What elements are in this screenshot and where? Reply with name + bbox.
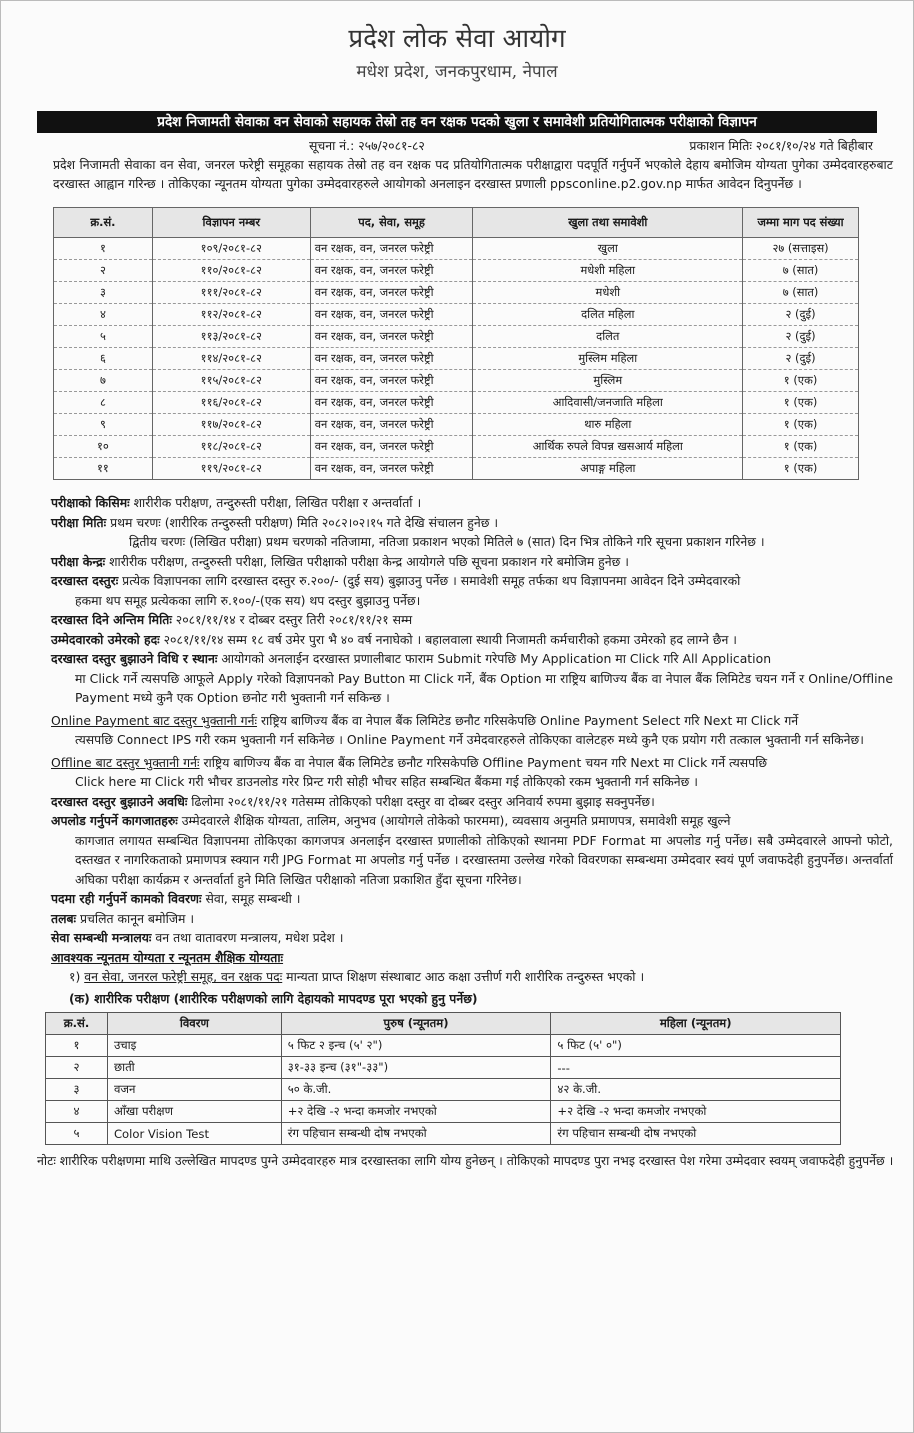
cell-post: वन रक्षक, वन, जनरल फरेष्ट्री (310, 260, 473, 282)
table-row (54, 326, 859, 348)
ministry-label: सेवा सम्बन्धी मन्त्रालयः (51, 930, 152, 945)
exam-date-label: परीक्षा मितिः (51, 514, 107, 530)
table-row (54, 348, 859, 370)
cell-sn: ११ (54, 458, 153, 480)
notice-meta (51, 137, 873, 155)
cell-description: उचाइ (107, 1035, 281, 1057)
cell-female: +२ देखि -२ भन्दा कमजोर नभएको (551, 1101, 841, 1123)
payment-period-label: दरखास्त दस्तुर बुझाउने अवधिः (51, 793, 188, 809)
cell-ad-number: ११०/२०८१-८२ (152, 260, 310, 282)
table-row (54, 282, 859, 304)
cell-vacancies: २७ (सत्ताइस) (743, 238, 859, 260)
cell-sn: ३ (54, 282, 153, 304)
cell-ad-number: ११३/२०८१-८२ (152, 326, 310, 348)
exam-center-text: शारीरीक परीक्षण, तन्दुरुस्ती परीक्षा, लिखित परीक्षाको परीक्षा केन्द्र आयोगले पछि सूचना प्रकाशन गरे बमोजिम हुनेछ । (105, 553, 629, 569)
payment-method-text-2: मा Click गर्ने त्यसपछि आफूले Apply गरेको विज्ञापनको Pay Button मा Click गर्ने, बैंक Option मा राष्ट्रिय बाणिज्य बैंक वा नेपाल बैंक लिमिटेड चयन गर्ने र Online/Offline Payment मध्ये कुनै एक Option छनोट गरी भुक्तानी गर्न सकिन्छ । (75, 670, 893, 705)
table-row (46, 1101, 841, 1123)
cell-ad-number: ११४/२०८१-८२ (152, 348, 310, 370)
cell-description: आँखा परीक्षण (107, 1101, 281, 1123)
cell-post: वन रक्षक, वन, जनरल फरेष्ट्री (310, 392, 473, 414)
application-fee-text-2: हकमा थप समूह प्रत्येकका लागि रु.१००/-(एक सय) थप दस्तुर बुझाउनु पर्नेछ। (75, 592, 421, 608)
application-fee (51, 571, 893, 610)
cell-male: ५ फिट २ इन्च (५' २") (281, 1035, 551, 1057)
cell-vacancies: १ (एक) (743, 414, 859, 436)
cell-vacancies: ७ (सात) (743, 282, 859, 304)
table-row (46, 1057, 841, 1079)
payment-method-label: दरखास्त दस्तुर बुझाउने विधि र स्थानः (51, 651, 218, 666)
cell-category: मुस्लिम महिला (473, 348, 743, 370)
col-header-male: पुरुष (न्यूनतम) (281, 1013, 551, 1035)
job-description (51, 889, 893, 909)
application-deadline-text: २०८१/११/१४ र दोब्बर दस्तुर तिरी २०८१/११/२१ सम्म (171, 612, 413, 627)
col-header-description: विवरण (107, 1013, 281, 1035)
cell-sn: ५ (46, 1123, 108, 1145)
online-payment-label: Online Payment बाट दस्तुर भुक्तानी गर्नः (51, 712, 258, 728)
table-row (54, 260, 859, 282)
table-row (54, 238, 859, 260)
exam-center-label: परीक्षा केन्द्रः (51, 553, 106, 569)
cell-sn: ४ (46, 1101, 108, 1123)
cell-sn: ८ (54, 392, 153, 414)
cell-description: Color Vision Test (107, 1123, 281, 1145)
col-header-sn: क्र.सं. (54, 208, 153, 238)
job-description-label: पदमा रही गर्नुपर्ने कामको विवरणः (51, 891, 202, 906)
qualification-heading (51, 948, 893, 968)
qualification-heading-text: आवश्यक न्यूनतम योग्यता र न्यूनतम शैक्षिक योग्यताः (51, 949, 284, 965)
ministry (51, 928, 893, 948)
exam-type-label: परीक्षाको किसिमः (51, 495, 130, 510)
cell-post: वन रक्षक, वन, जनरल फरेष्ट्री (310, 370, 473, 392)
posts-table-header (54, 208, 859, 238)
upload-documents-label: अपलोड गर्नुपर्ने कागजातहरुः (51, 813, 178, 828)
cell-post: वन रक्षक, वन, जनरल फरेष्ट्री (310, 436, 473, 458)
cell-post: वन रक्षक, वन, जनरल फरेष्ट्री (310, 458, 473, 480)
upload-documents-text-2: कागजात लगायत सम्बन्धित विज्ञापनमा तोकिएका कागजपत्र अनलाईन दरखास्त प्रणालीको तोकिएको स्थानमा PDF Format मा अपलोड गर्नु पर्नेछ। सबै उम्मेदवारले आफ्नो फोटो, दस्तखत र नागरिकताको प्रमाणपत्र स्क्यान गरी JPG Format मा अपलोड गर्नु पर्नेछ । दरखास्तमा उल्लेख गरेको विवरणका सम्बन्धमा उम्मेदवार स्वयं पूर्ण जवाफदेही हुनुपर्नेछ। अन्तर्वार्ता अघिका परीक्षा कार्यक्रम र अन्तर्वार्ता हुने मिति लिखित परीक्षाको नतिजा प्रकाशित हुँदा सूचना गरिनेछ। (75, 832, 893, 887)
offline-payment-text-2: Click here मा Click गरी भौचर डाउनलोड गरेर प्रिन्ट गरी सोही भौचर सहित सम्बन्धित बैंकमा गई तोकिएको रकम भुक्तानी गर्न सकिनेछ । (75, 774, 698, 789)
cell-ad-number: ११५/२०८१-८२ (152, 370, 310, 392)
cell-sn: ९ (54, 414, 153, 436)
cell-sn: ३ (46, 1079, 108, 1101)
cell-vacancies: १ (एक) (743, 436, 859, 458)
cell-category: मधेशी महिला (473, 260, 743, 282)
cell-male: ३१-३३ इन्च (३१"-३३") (281, 1057, 551, 1079)
advertisement-details (51, 493, 893, 1008)
cell-category: अपाङ्ग महिला (473, 458, 743, 480)
qualification-item (51, 967, 893, 987)
cell-sn: १ (46, 1035, 108, 1057)
table-row (54, 370, 859, 392)
exam-type-text: शारीरीक परीक्षण, तन्दुरुस्ती परीक्षा, लिखित परीक्षा र अन्तर्वार्ता । (129, 495, 422, 510)
cell-category: आदिवासी/जनजाति महिला (473, 392, 743, 414)
exam-center (51, 552, 893, 572)
org-address: मधेश प्रदेश, जनकपुरधाम, नेपाल (356, 62, 558, 82)
col-header-ad-number: विज्ञापन नम्बर (152, 208, 310, 238)
physical-table-header (46, 1013, 841, 1035)
cell-category: थारु महिला (473, 414, 743, 436)
col-header-category: खुला तथा समावेशी (473, 208, 743, 238)
physical-test-table (45, 1012, 841, 1145)
table-row (54, 458, 859, 480)
cell-post: वन रक्षक, वन, जनरल फरेष्ट्री (310, 304, 473, 326)
cell-ad-number: १११/२०८१-८२ (152, 282, 310, 304)
table-row (54, 414, 859, 436)
cell-ad-number: ११७/२०८१-८२ (152, 414, 310, 436)
table-row (46, 1035, 841, 1057)
cell-female: ४२ के.जी. (551, 1079, 841, 1101)
cell-sn: १० (54, 436, 153, 458)
cell-sn: २ (54, 260, 153, 282)
cell-post: वन रक्षक, वन, जनरल फरेष्ट्री (310, 282, 473, 304)
online-payment-text: राष्ट्रिय बाणिज्य बैंक वा नेपाल बैंक लिमिटेड छनौट गरिसकेपछि Online Payment Select गरि Next मा Click गर्ने (257, 712, 799, 728)
cell-category: मधेशी (473, 282, 743, 304)
cell-vacancies: २ (दुई) (743, 348, 859, 370)
col-header-female: महिला (न्यूनतम) (551, 1013, 841, 1035)
exam-date (51, 513, 893, 552)
cell-sn: १ (54, 238, 153, 260)
salary-label: तलबः (51, 910, 77, 926)
table-row (46, 1123, 841, 1145)
intro-paragraph: प्रदेश निजामती सेवाका वन सेवा, जनरल फरेष्ट्री समूहका सहायक तेस्रो तह वन रक्षक पद प्रतियोगितात्मक परीक्षाद्वारा पदपूर्ति गर्नुपर्ने भएकोले देहाय बमोजिम योग्यता पुगेका उम्मेदवारहरुबाट दरखास्त आह्वान गरिन्छ । तोकिएका न्यूनतम योग्यता पुगेका उम्मेदवारहरुले आयोगको अनलाइन दरखास्त प्रणाली ppsconline.p2.gov.np मार्फत आवेदन दिनुपर्नेछ । (53, 157, 893, 191)
online-payment-text-2: त्यसपछि Connect IPS गरी रकम भुक्तानी गर्न सकिनेछ । Online Payment गर्ने उमेदवारहरुले तोकिएका वालेटहरु मध्ये कुनै एक प्रयोग गरी तत्काल भुक्तानी गर्न सकिनेछ। (75, 732, 864, 747)
application-deadline-label: दरखास्त दिने अन्तिम मितिः (51, 612, 172, 627)
cell-sn: ६ (54, 348, 153, 370)
col-header-vacancies: जम्मा माग पद संख्या (743, 208, 859, 238)
cell-post: वन रक्षक, वन, जनरल फरेष्ट्री (310, 238, 473, 260)
payment-method-text: आयोगको अनलाईन दरखास्त प्रणालीबाट फाराम Submit गरेपछि My Application मा Click गरि All Application (217, 651, 772, 666)
cell-ad-number: १०९/२०८१-८२ (152, 238, 310, 260)
payment-period (51, 792, 893, 812)
table-row (54, 304, 859, 326)
publish-date: प्रकाशन मितिः २०८१/१०/२४ गते बिहीबार (689, 138, 873, 153)
cell-sn: ५ (54, 326, 153, 348)
cell-post: वन रक्षक, वन, जनरल फरेष्ट्री (310, 414, 473, 436)
cell-description: छाती (107, 1057, 281, 1079)
upload-documents (51, 811, 893, 889)
cell-male: ५० के.जी. (281, 1079, 551, 1101)
qualification-prefix: १) (69, 969, 85, 984)
table-row (46, 1079, 841, 1101)
cell-ad-number: ११६/२०८१-८२ (152, 392, 310, 414)
advertisement-banner: प्रदेश निजामती सेवाका वन सेवाको सहायक तेस्रो तह वन रक्षक पदको खुला र समावेशी प्रतियोगितात्मक परीक्षाको विज्ञापन (37, 111, 877, 133)
cell-vacancies: २ (दुई) (743, 304, 859, 326)
cell-vacancies: १ (एक) (743, 392, 859, 414)
cell-vacancies: २ (दुई) (743, 326, 859, 348)
ministry-text: वन तथा वातावरण मन्त्रालय, मधेश प्रदेश । (151, 930, 344, 945)
cell-female: रंग पहिचान सम्बन्धी दोष नभएको (551, 1123, 841, 1145)
offline-payment-text: राष्ट्रिय बाणिज्य बैंक वा नेपाल बैंक लिमिटेड छनौट गरिसकेपछि Offline Payment चयन गरि Next मा Click गर्ने त्यसपछि (199, 754, 768, 770)
online-payment (51, 711, 893, 750)
cell-female: --- (551, 1057, 841, 1079)
exam-date-text-2: द्वितीय चरणः (लिखित परीक्षा) प्रथम चरणको नतिजामा, नतिजा प्रकाशन भएको मितिले ७ (सात) दिन भित्र तोकिने गरि सूचना प्रकाशन गरिनेछ । (129, 534, 765, 549)
physical-test-title: (क) शारीरिक परीक्षण (शारीरिक परीक्षणको लागि देहायको मापदण्ड पूरा भएको हुनु पर्नेछ) (69, 990, 478, 1006)
cell-category: खुला (473, 238, 743, 260)
cell-ad-number: ११२/२०८१-८२ (152, 304, 310, 326)
cell-female: ५ फिट (५' ०") (551, 1035, 841, 1057)
cell-post: वन रक्षक, वन, जनरल फरेष्ट्री (310, 326, 473, 348)
payment-method (51, 649, 893, 708)
col-header-post: पद, सेवा, समूह (310, 208, 473, 238)
cell-sn: २ (46, 1057, 108, 1079)
exam-type (51, 493, 893, 513)
application-fee-text: प्रत्येक विज्ञापनका लागि दरखास्त दस्तुर रु.२००/- (दुई सय) बुझाउनु पर्नेछ । समावेशी समूह तर्फका थप विज्ञापनमा आवेदन दिने उम्मेदवारको (118, 573, 741, 588)
cell-sn: ७ (54, 370, 153, 392)
salary-text: प्रचलित कानून बमोजिम । (76, 910, 195, 926)
note-paragraph: नोटः शारीरिक परीक्षणमा माथि उल्लेखित मापदण्ड पुग्ने उम्मेदवारहरु मात्र दरखास्तका लागि योग्य हुनेछन् । तोकिएको मापदण्ड पुरा नभइ दरखास्त पेश गरेमा उम्मेदवार स्वयम् जवाफदेही हुनुपर्नेछ । (37, 1153, 894, 1168)
cell-description: वजन (107, 1079, 281, 1101)
cell-category: आर्थिक रुपले विपन्न खसआर्य महिला (473, 436, 743, 458)
cell-post: वन रक्षक, वन, जनरल फरेष्ट्री (310, 348, 473, 370)
cell-male: रंग पहिचान सम्बन्धी दोष नभएको (281, 1123, 551, 1145)
qualification-label: वन सेवा, जनरल फरेष्ट्री समूह, वन रक्षक पदः (84, 969, 283, 984)
cell-vacancies: ७ (सात) (743, 260, 859, 282)
cell-ad-number: ११८/२०८१-८२ (152, 436, 310, 458)
application-deadline (51, 610, 893, 630)
cell-vacancies: १ (एक) (743, 370, 859, 392)
job-description-text: सेवा, समूह सम्बन्धी । (201, 891, 301, 906)
exam-date-text: प्रथम चरणः (शारीरिक तन्दुरुस्ती परीक्षण) मिति २०८२।०२।१५ गते देखि संचालन हुनेछ । (106, 514, 499, 530)
cell-male: +२ देखि -२ भन्दा कमजोर नभएको (281, 1101, 551, 1123)
payment-period-text: ढिलोमा २०८१/११/२१ गतेसम्म तोकिएको परीक्षा दस्तुर वा दोब्बर दस्तुर अनिवार्य रुपमा बुझाइ सक्नुपर्नेछ। (187, 793, 655, 809)
offline-payment (51, 753, 893, 792)
age-limit (51, 630, 893, 650)
cell-category: दलित महिला (473, 304, 743, 326)
table-row (54, 392, 859, 414)
age-limit-label: उम्मेदवारको उमेरको हदः (51, 631, 160, 647)
upload-documents-text: उम्मेदवारले शैक्षिक योग्यता, तालिम, अनुभव (आयोगले तोकेको फारममा), व्यवसाय अनुमति प्रमाणपत्र, समावेशी समूह खुल्ने (177, 813, 731, 828)
cell-category: मुस्लिम (473, 370, 743, 392)
table-row (54, 436, 859, 458)
org-name: प्रदेश लोक सेवा आयोग (348, 24, 566, 54)
offline-payment-label: Offline बाट दस्तुर भुक्तानी गर्नः (51, 754, 200, 770)
col-header-sn: क्र.सं. (46, 1013, 108, 1035)
age-limit-text: २०८१/११/१४ सम्म १८ वर्ष उमेर पुरा भै ४० वर्ष ननाघेको । बहालवाला स्थायी निजामती कर्मचारीको हकमा उमेरको हद लाग्ने छैन । (159, 631, 737, 647)
cell-ad-number: ११९/२०८१-८२ (152, 458, 310, 480)
cell-vacancies: १ (एक) (743, 458, 859, 480)
posts-table (53, 207, 859, 480)
qualification-text: मान्यता प्राप्त शिक्षण संस्थाबाट आठ कक्षा उत्तीर्ण गरी शारीरिक तन्दुरुस्त भएको । (282, 969, 645, 984)
cell-sn: ४ (54, 304, 153, 326)
notice-number: सूचना नं.: २५७/२०८१-८२ (309, 138, 425, 153)
application-fee-label: दरखास्त दस्तुरः (51, 573, 119, 588)
cell-category: दलित (473, 326, 743, 348)
salary (51, 909, 893, 929)
